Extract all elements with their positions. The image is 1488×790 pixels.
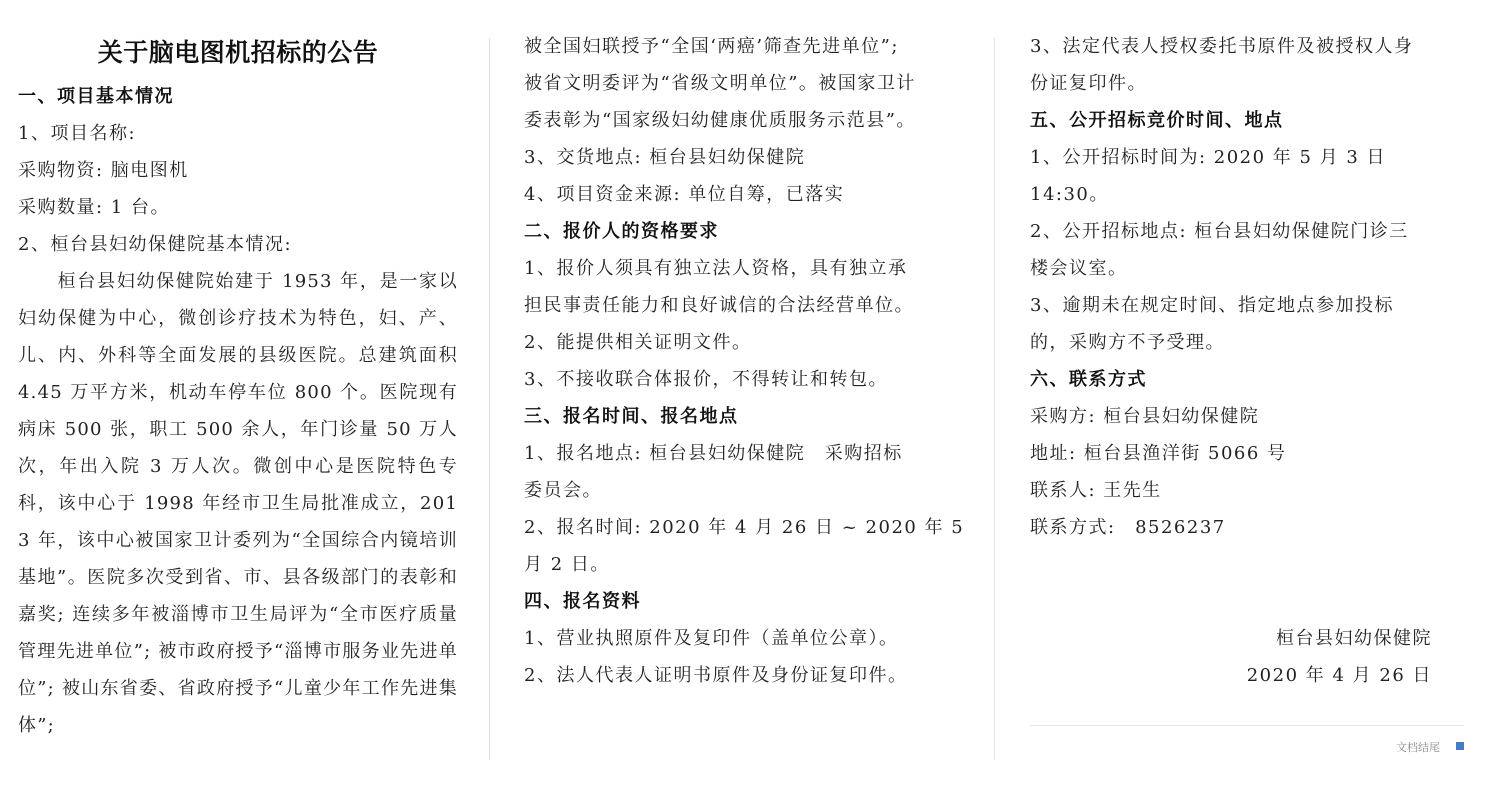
section-heading-qualifications: 二、报价人的资格要求 bbox=[524, 221, 719, 242]
text-line: 1、营业执照原件及复印件（盖单位公章）。 bbox=[524, 628, 899, 649]
buyer-line: 采购方: 桓台县妇幼保健院 bbox=[1030, 406, 1260, 427]
column-divider-right bbox=[994, 38, 995, 760]
column-divider-left bbox=[489, 38, 490, 760]
text-line: 委表彰为“国家级妇幼健康优质服务示范县”。 bbox=[524, 110, 916, 131]
column-1 bbox=[18, 28, 458, 744]
text-line: 2、报名时间: 2020 年 4 月 26 日 ~ 2020 年 5 bbox=[524, 517, 965, 538]
signature-date: 2020 年 4 月 26 日 bbox=[1246, 665, 1432, 686]
project-name-label: 1、项目名称: bbox=[18, 123, 137, 144]
section-heading-registration: 三、报名时间、报名地点 bbox=[524, 406, 739, 427]
hospital-intro-paragraph: 桓台县妇幼保健院始建于 1953 年，是一家以妇幼保健为中心，微创诊疗技术为特色，妇、产、儿、内、外科等全面发展的县级医院。总建筑面积 4.45 万平方米，机动车停车位 800 个。医院现有病床 500 张，职工 500 余人，年门诊量 50 万人次，年出入院 3 万人次。微创中心是医院特色专科，该中心于 1998 年经市卫生局批准成立，2013 年，该中心被国家卫计委列为“全国综合内镜培训基地”。医院多次受到省、市、县各级部门的表彰和嘉奖; 连续多年被淄博市卫生局评为“全市医疗质量管理先进单位”; 被市政府授予“淄博市服务业先进单位”; 被山东省委、省政府授予“儿童少年工作先进集体”; bbox=[18, 271, 458, 736]
text-line: 被全国妇联授予“全国‘两癌’筛查先进单位”; bbox=[524, 36, 899, 57]
delivery-location-line: 3、交货地点: 桓台县妇幼保健院 bbox=[524, 147, 806, 168]
text-line: 份证复印件。 bbox=[1030, 73, 1147, 94]
section-heading-basic-info: 一、项目基本情况 bbox=[18, 86, 174, 107]
text-line: 2、能提供相关证明文件。 bbox=[524, 332, 752, 353]
text-line: 被省文明委评为“省级文明单位”。被国家卫计 bbox=[524, 73, 916, 94]
footer-rule bbox=[1030, 725, 1464, 726]
text-line: 3、不接收联合体报价，不得转让和转包。 bbox=[524, 369, 888, 390]
text-line: 楼会议室。 bbox=[1030, 258, 1128, 279]
contact-person-line: 联系人: 王先生 bbox=[1030, 480, 1162, 501]
text-line: 1、公开招标时间为: 2020 年 5 月 3 日 bbox=[1030, 147, 1387, 168]
text-line: 1、报价人须具有独立法人资格，具有独立承 bbox=[524, 258, 908, 279]
hospital-info-label: 2、桓台县妇幼保健院基本情况: bbox=[18, 234, 293, 255]
text-line: 3、法定代表人授权委托书原件及被授权人身 bbox=[1030, 36, 1414, 57]
text-line: 3、逾期未在规定时间、指定地点参加投标 bbox=[1030, 295, 1394, 316]
end-of-document-square-icon bbox=[1456, 742, 1464, 750]
phone-line: 联系方式: 8526237 bbox=[1030, 517, 1226, 538]
text-line: 的，采购方不予受理。 bbox=[1030, 332, 1225, 353]
quantity-line: 采购数量: 1 台。 bbox=[18, 197, 170, 218]
section-heading-bidding-time: 五、公开招标竞价时间、地点 bbox=[1030, 110, 1284, 131]
text-line: 委员会。 bbox=[524, 480, 602, 501]
column-2 bbox=[524, 28, 970, 694]
goods-line: 采购物资: 脑电图机 bbox=[18, 160, 189, 181]
funding-source-line: 4、项目资金来源: 单位自筹，已落实 bbox=[524, 184, 845, 205]
spacer bbox=[1030, 546, 1460, 620]
address-line: 地址: 桓台县渔洋街 5066 号 bbox=[1030, 443, 1287, 464]
section-heading-contact: 六、联系方式 bbox=[1030, 369, 1147, 390]
text-line: 2、公开招标地点: 桓台县妇幼保健院门诊三 bbox=[1030, 221, 1409, 242]
section-heading-materials: 四、报名资料 bbox=[524, 591, 641, 612]
end-of-document-label: 文档结尾 bbox=[1396, 741, 1440, 754]
text-line: 月 2 日。 bbox=[524, 554, 610, 575]
text-line: 14:30。 bbox=[1030, 184, 1109, 205]
text-line: 担民事责任能力和良好诚信的合法经营单位。 bbox=[524, 295, 914, 316]
document-title: 关于脑电图机招标的公告 bbox=[97, 38, 379, 67]
signature-organization: 桓台县妇幼保健院 bbox=[1276, 628, 1432, 649]
text-line: 1、报名地点: 桓台县妇幼保健院 采购招标 bbox=[524, 443, 903, 464]
text-line: 2、法人代表人证明书原件及身份证复印件。 bbox=[524, 665, 908, 686]
column-3 bbox=[1030, 28, 1460, 694]
